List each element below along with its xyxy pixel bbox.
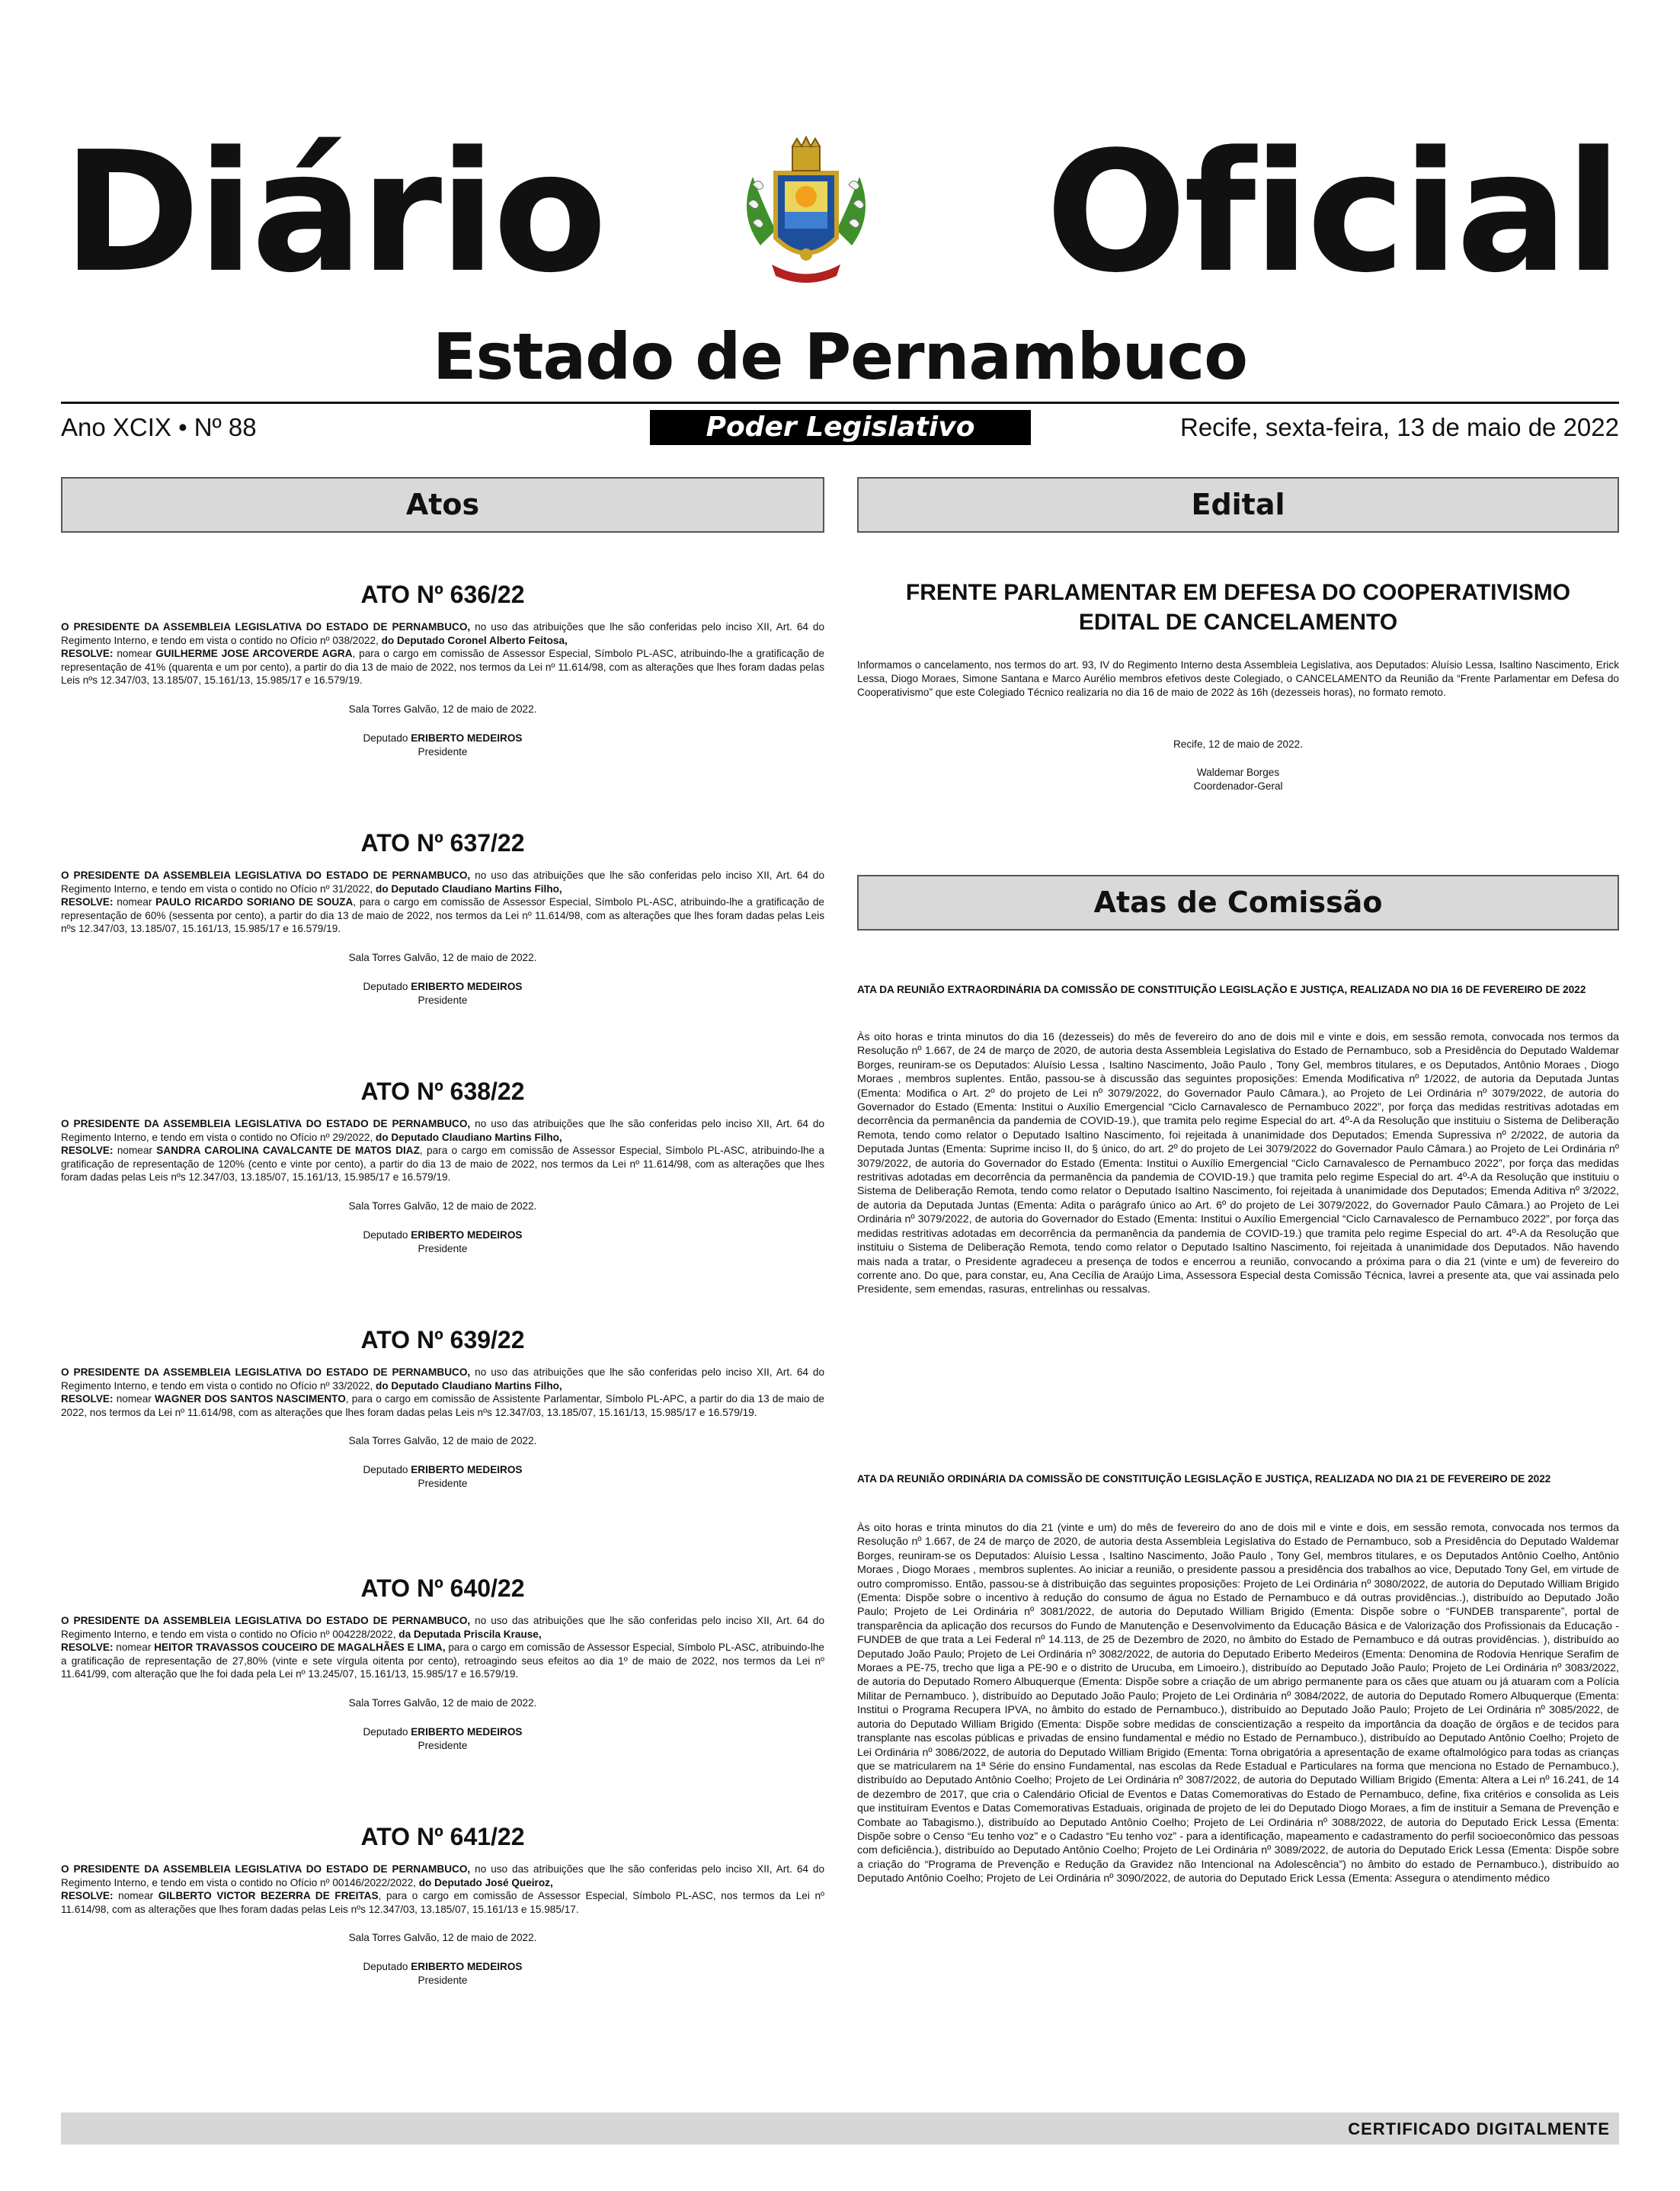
ato-deputy: da Deputada Priscila Krause [398,1628,539,1640]
edital-signature-role: Coordenador-Geral [1193,780,1283,792]
ato-text-part: no uso das atribuições que lhe são conferidas pelo inciso XII, Art. 64 do Regimento Interno, e tendo em vista o contido no Ofício nº 31/2022, [61,870,824,895]
ato-deputy: do Deputado Claudiano Martins Filho, [376,1379,562,1392]
ato-signature-role: Presidente [418,994,468,1006]
ato-title: ATO Nº 641/22 [360,1823,525,1850]
ato-text-part: no uso das atribuições que lhe são conferidas pelo inciso XII, Art. 64 do Regimento Interno, e tendo em vista o contido no Ofício nº 038/2022, [61,621,824,646]
ato-title: ATO Nº 638/22 [360,1078,525,1105]
ato-signature-name: ERIBERTO MEDEIROS [411,1464,523,1475]
ata-body: Às oito horas e trinta minutos do dia 21 (vinte e um) do mês de fevereiro do ano de dois mil e vinte e dois, em sessão remota, convocada nos termos da Resolução nº 1.667, de 24 de março de 2020, de autoria desta Assembleia Legislativa do Estado de Pernambuco, sob a Presidência do Deputado Waldemar Borges, reuniram-se os Deputados: Aluísio Lessa , Isaltino Nascimento, João Paulo , Tony Gel, membros titulares, e os Deputados Antônio Coelho, Antônio Moraes , Diogo Moraes , membros suplentes. Ao iniciar a reunião, o presidente passou a presidência dos trabalhos ao vice, Deputado Tony Gel, em virtude de outro compromisso. Então, passou-se à distribuição das seguintes proposições: Projeto de Lei Ordinária nº 3080/2022, de autoria do Deputado William Brigido (Ementa: Dispõe sobre o incentivo à redução do consumo de água no Estado de Pernambuco e dá outras providências..), distribuído ao Deputado João Paulo; Projeto de Lei Ordinária nº 3081/2022, de autoria do Deputado William Brigido (Ementa: Dispõe sobre o “FUNDEB transparente”, portal de transparência da aplicação dos recursos do Fundo de Manutenção e Desenvolvimento da Educação Básica e de Valorização dos Profissionais da Educação - FUNDEB de que trata a Lei Federal nº 14.113, de 25 de Dezembro de 2020, no âmbito do Estado de Pernambuco e dá outras providências. ), distribuído ao Deputado João Paulo; Projeto de Lei Ordinária nº 3082/2022, de autoria do Deputado Eriberto Medeiros (Ementa: Denomina de Rodovia Henrique Serafim de Moraes a PE-75, trecho que liga a PE-90 e o distrito de Urucuba, em Limoeiro.), distribuído ao Deputado João Paulo; Projeto de Lei Ordinária nº 3083/2022, de autoria do Deputado Romero Albuquerque (Ementa: Dispõe sobre a criação de um abrigo permanente para os cães que atuam ou já atuaram com a Polícia Militar de Pernambuco. ), distribuído ao Deputado João Paulo; Projeto de Lei Ordinária nº 3084/2022, de autoria do Deputado Romero Albuquerque (Ementa: Institui o Programa Recupera IPVA, no âmbito do estado de Pernambuco.), distribuído ao Deputado João Paulo; Projeto de Lei Ordinária nº 3085/2022, de autoria do Deputado William Brigido (Ementa: Dispõe sobre medidas de conscientização a respeito da importância da doação de órgãos e de tecidos para transplante nas escolas públicas e privadas de ensino fundamental e médio no Estado de Pernambuco.), distribuído ao Deputado Antônio Coelho; Projeto de Lei Ordinária nº 3086/2022, de autoria do Deputado William Brigido (Ementa: Torna obrigatória a apresentação de exame oftalmológico para todas as crianças que se matricularem na 1ª Série do ensino Fundamental, nas escolas da Rede Estadual e Particulares na forma que menciona no Estado de Pernambuco.), distribuído ao Deputado Antônio Coelho; Projeto de Lei Ordinária nº 3087/2022, de autoria do Deputado William Brigido (Ementa: Altera a Lei nº 16.241, de 14 de dezembro de 2017, que cria o Calendário Oficial de Eventos e Datas Comemorativas do Estado de Pernambuco, define, fixa critérios e consolida as Leis que instituíram Eventos e Datas Comemorativas Estaduais, originada de projeto de lei do Deputado Diogo Moraes, a fim de instituir a Semana de Prevenção e Combate ao Tabagismo.), distribuído ao Deputado Antônio Coelho; Projeto de Lei Ordinária nº 3088/2022, de autoria do Deputado Erick Lessa (Ementa: Dispõe sobre o Censo “Eu tenho voz” e o Cadastro “Eu tenho voz” - para a identificação, mapeamento e cadastramento do perfil socioeconômico das pessoas com deficiência.), distribuído ao Deputado Antônio Coelho; Projeto de Lei Ordinária nº 3089/2022, de autoria do Deputado Erick Lessa (Ementa: Dispõe sobre a criação do “Programa de Prevenção e Redução da Gravidez não Intencional na Adolescência”) no âmbito do estado de Pernambuco.), distribuído ao Deputado Antônio Coelho; Projeto de Lei Ordinária nº 3090/2022, de autoria do Deputado Erick Lessa (Ementa: Assegura o atendimento médico [857,1522,1619,1885]
ato-lead: O PRESIDENTE DA ASSEMBLEIA LEGISLATIVA DO ESTADO DE PERNAMBUCO, [61,1615,471,1626]
ato-text-part: para o cargo em comissão de Assessor Especial, Símbolo PL-ASC, atribuindo-lhe a gratificação de representação de 27,80% (vinte e sete vírgula oitenta por cento), retroagindo seus efeitos ao dia 1º de maio de 2022, nos termos da Lei nº 11.641/99, com alteração que lhe foi dada pela Lei nº 13.245/07, 15.161/13, 15.985/17 e 16.579/19. [61,1642,824,1680]
ato-text-part: , para o cargo em comissão de Assessor Especial, Símbolo PL-ASC, nos termos da Lei nº 11.614/98, com as alterações que lhes foram dadas pelas Leis nºs 12.347/03, 13.185/07, 15.161/13 e 15.985/17. [61,1890,824,1915]
ato-deputy: do Deputado José Queiroz, [418,1876,553,1888]
edition-number: Ano XCIX • Nº 88 [61,413,257,441]
ato-signature-role: Presidente [418,1242,468,1254]
ato-text-part: no uso das atribuições que lhe são conferidas pelo inciso XII, Art. 64 do Regimento Interno, e tendo em vista o contido no Ofício nº 29/2022, [61,1118,824,1143]
edital-title [857,578,1619,637]
ato-text-part: nomear [113,648,156,659]
ato-place-date: Sala Torres Galvão, 12 de maio de 2022. [348,1435,537,1446]
ato-signature-prefix: Deputado [363,1228,411,1241]
ato-resolve: RESOLVE: [61,648,114,659]
ato-entry [61,579,824,828]
masthead-info-bar [61,409,1619,446]
ato-lead: O PRESIDENTE DA ASSEMBLEIA LEGISLATIVA DO ESTADO DE PERNAMBUCO, [61,870,471,881]
branch-label: Poder Legislativo [650,410,1031,445]
ato-resolve: RESOLVE: [61,1393,114,1405]
ato-text-part: no uso das atribuições que lhe são conferidas pelo inciso XII, Art. 64 do Regimento Interno, e tendo em vista o contido no Ofício nº 00146/2022/2022, [61,1863,824,1888]
ato-signature-prefix: Deputado [363,1725,411,1738]
ato-nominee: GUILHERME JOSE ARCOVERDE AGRA [155,648,353,659]
ato-deputy: do Deputado Claudiano Martins Filho, [376,882,562,895]
ato-text-part: no uso das atribuições que lhe são conferidas pelo inciso XII, Art. 64 do Regimento Interno, e tendo em vista o contido no Ofício nº 004228/2022, [61,1615,824,1640]
masthead-subtitle: Estado de Pernambuco [432,319,1248,394]
ato-text-part: , para o cargo em comissão de Assistente Parlamentar, Símbolo PL-APC, a partir do dia 13 de maio de 2022, nos termos da Lei nº 11.614/98, com as alterações que lhes foram dadas pelas Leis nºs 12.347/03, 13.185/07, 15.161/13, 15.985/17 e 16.579/19. [61,1393,824,1418]
masthead [61,117,1619,328]
ato-signature-role: Presidente [418,745,468,758]
ato-signature-prefix: Deputado [363,1961,411,1972]
ato-lead: O PRESIDENTE DA ASSEMBLEIA LEGISLATIVA DO ESTADO DE PERNAMBUCO, [61,621,471,633]
ato-signature [61,1463,824,1491]
ato-text [61,1614,824,1681]
ato-entry [61,1573,824,1821]
ato-signature-name: ERIBERTO MEDEIROS [411,980,523,992]
ato-signature-prefix: Deputado [363,980,411,992]
edital-signature-name: Waldemar Borges [1196,767,1280,778]
ato-nominee: PAULO RICARDO SORIANO DE SOUZA [155,896,354,908]
ato-resolve: , RESOLVE: [61,1628,542,1653]
ato-signature-prefix: Deputado [363,1464,411,1475]
edital-place-date: Recife, 12 de maio de 2022. [1173,738,1304,750]
ato-title: ATO Nº 636/22 [360,581,525,608]
edital-title-line1: FRENTE PARLAMENTAR EM DEFESA DO COOPERATIVISMO [905,580,1571,605]
ata-body: Às oito horas e trinta minutos do dia 16 (dezesseis) do mês de fevereiro do ano de dois mil e vinte e dois, em sessão remota, convocada nos termos da Resolução nº 1.667, de 24 de março de 2020, de autoria desta Assembleia Legislativa do Estado de Pernambuco, sob a Presidência do Deputado Waldemar Borges, reuniram-se os Deputados: Aluísio Lessa , Isaltino Nascimento, João Paulo , Tony Gel, membros titulares, e os Deputados, Antônio Moraes , Diogo Moraes , membros suplentes. Então, passou-se à discussão das seguintes proposições: Emenda Modificativa nº 1/2022, de autoria da Deputada Juntas (Ementa: Modifica o Art. 2º do projeto de Lei nº 3079/2022, do Governador Paulo Câmara.), ao Projeto de Lei Ordinária nº 3079/2022, de autoria do Governador do Estado (Ementa: Institui o Auxílio Emergencial “Ciclo Carnavalesco de Pernambuco 2022”, por força das medidas restritivas adotadas em decorrência da permanência da pandemia de COVID-19.), que tramita pelo regime Especial do art. 4º-A da Resolução que instituiu o Sistema de Deliberação Remota, tendo como relator o Deputado Isaltino Nascimento, foi rejeitada à unanimidade dos Deputados; Emenda Supressiva nº 2/2022, de autoria da Deputada Juntas (Ementa: Suprime inciso II, do § único, do art. 2º do projeto de Lei 3079/2022 do Governador Paulo Câmara.) ao Projeto de Lei Ordinária nº 3079/2022, de autoria do Governador do Estado (Ementa: Institui o Auxílio Emergencial “Ciclo Carnavalesco de Pernambuco 2022”, por força das medidas restritivas adotadas em decorrência da permanência da pandemia de COVID-19.) que tramita pelo regime Especial do art. 4º-A da Resolução que instituiu o Sistema de Deliberação Remota, tendo como relator o Deputado Isaltino Nascimento, foi rejeitada à unanimidade dos Deputados; Emenda Aditiva nº 3/2022, de autoria da Deputada Juntas (Ementa: Adita o parágrafo único ao Art. 6º do projeto de Lei 3079/2022, do Governador Paulo Câmara.) ao Projeto de Lei Ordinária nº 3079/2022, de autoria do Governador do Estado (Ementa: Institui o Auxílio Emergencial “Ciclo Carnavalesco de Pernambuco 2022”, por força das medidas restritivas adotadas em decorrência da permanência da pandemia de COVID-19.) que tramita pelo regime Especial do art. 4º-A da Resolução que instituiu o Sistema de Deliberação Remota, tendo como relator o Deputado Isaltino Nascimento, foi rejeitada à unanimidade dos Deputados. Não havendo mais nada a tratar, o Presidente agradeceu a presença de todos e encerrou a reunião, convocando a próxima para o dia 21 (vinte e um) de fevereiro do corrente ano. Do que, para constar, eu, Ana Cecília de Araújo Lima, Assessora Especial desta Comissão Técnica, lavrei a presente ata, que vai assinada pelo Presidente, sem emendas, rasuras, entrelinhas ou ressalvas. [857,1031,1619,1296]
ato-resolve: RESOLVE: [61,896,114,908]
ato-text-part: nomear [113,1145,157,1156]
section-header-atas-comissao: Atas de Comissão [857,875,1619,931]
ato-lead: O PRESIDENTE DA ASSEMBLEIA LEGISLATIVA DO ESTADO DE PERNAMBUCO, [61,1863,471,1875]
ato-text-part: , para o cargo em comissão de Assessor Especial, Símbolo PL-ASC, atribuindo-lhe a gratificação de representação de 41% (quarenta e um por cento), a partir do dia 13 de maio de 2022, nos termos da Lei nº 11.614/98, com as alterações que lhes foram dadas pelas Leis nºs 12.347/03, 13.185/07, 15.161/13, 15.985/17 e 16.579/19. [61,648,824,686]
ato-text [61,1117,824,1184]
ato-signature [61,1228,824,1256]
ato-signature [61,1725,824,1753]
section-header-atos: Atos [61,477,824,533]
ato-place-date: Sala Torres Galvão, 12 de maio de 2022. [348,951,537,963]
ato-resolve: RESOLVE: [61,1890,114,1901]
ato-entry [61,828,824,1076]
ato-place-date: Sala Torres Galvão, 12 de maio de 2022. [348,1696,537,1709]
ato-deputy: do Deputado Claudiano Martins Filho, [376,1131,562,1143]
ato-text-part: no uso das atribuições que lhe são conferidas pelo inciso XII, Art. 64 do Regimento Interno, e tendo em vista o contido no Ofício nº 33/2022, [61,1366,824,1392]
masthead-divider [61,402,1619,404]
edital-signature [857,766,1619,793]
masthead-title-right: Oficial [1045,117,1619,309]
ato-place-date: Sala Torres Galvão, 12 de maio de 2022. [348,1200,537,1212]
ato-text-part: nomear [113,1393,155,1405]
ato-resolve: RESOLVE: [61,1145,114,1156]
ato-signature-name: ERIBERTO MEDEIROS [411,1725,523,1738]
ato-signature-role: Presidente [418,1975,468,1986]
dateline: Recife, sexta-feira, 13 de maio de 2022 [1179,413,1619,441]
ato-text [61,1863,824,1916]
ato-signature-role: Presidente [418,1478,468,1489]
atos-column [61,579,824,2070]
ato-signature [61,980,824,1007]
ato-signature-role: Presidente [418,1739,468,1751]
ato-signature-name: ERIBERTO MEDEIROS [411,732,523,744]
ato-signature-prefix: Deputado [363,732,411,744]
ato-text-part: nomear [113,1642,155,1653]
ato-text-part: nomear [113,896,156,908]
ato-place-date: Sala Torres Galvão, 12 de maio de 2022. [348,703,537,715]
ato-lead: O PRESIDENTE DA ASSEMBLEIA LEGISLATIVA DO ESTADO DE PERNAMBUCO, [61,1118,471,1129]
ato-nominee: GILBERTO VICTOR BEZERRA DE FREITAS [158,1890,379,1901]
ato-text [61,869,824,936]
ato-text-part: , para o cargo em comissão de Assessor Especial, Símbolo PL-ASC, atribuindo-lhe a gratificação de representação de 120% (cento e vinte por cento), a partir do dia 13 de maio de 2022, nos termos da Lei nº 11.614/98, com as alterações que lhes foram dadas pelas Leis nºs 12.347/03, 13.185/07, 15.161/13, 15.985/17 e 16.579/19. [61,1145,824,1183]
footer-bar [61,2113,1619,2145]
ato-deputy: do Deputado Coronel Alberto Feitosa, [381,634,568,646]
ato-entry [61,1821,824,2070]
section-header-edital: Edital [857,477,1619,533]
ato-entry [61,1076,824,1325]
pernambuco-coat-of-arms-icon [730,131,882,291]
ato-title: ATO Nº 637/22 [360,829,525,857]
ato-text [61,620,824,687]
ato-place-date: Sala Torres Galvão, 12 de maio de 2022. [348,1932,537,1943]
ato-nominee: WAGNER DOS SANTOS NASCIMENTO [155,1393,346,1405]
ato-signature-name: ERIBERTO MEDEIROS [411,1228,523,1241]
ato-nominee: HEITOR TRAVASSOS COUCEIRO DE MAGALHÃES E LIMA, [154,1642,446,1653]
ato-title: ATO Nº 640/22 [360,1574,525,1602]
ato-text [61,1366,824,1419]
ata-title: ATA DA REUNIÃO ORDINÁRIA DA COMISSÃO DE CONSTITUIÇÃO LEGISLAÇÃO E JUSTIÇA, REALIZADA NO DIA 21 DE FEVEREIRO DE 2022 [857,1473,1551,1485]
ato-signature-name: ERIBERTO MEDEIROS [411,1961,523,1972]
ato-text-part: , para o cargo em comissão de Assessor Especial, Símbolo PL-ASC, atribuindo-lhe a gratificação de representação de 60% (sessenta por cento), a partir do dia 13 de maio de 2022, nos termos da Lei nº 11.614/98, com as alterações que lhes foram dadas pelas Leis nºs 12.347/03, 13.185/07, 15.161/13, 15.985/17 e 16.579/19. [61,896,824,934]
ata-title: ATA DA REUNIÃO EXTRAORDINÁRIA DA COMISSÃO DE CONSTITUIÇÃO LEGISLAÇÃO E JUSTIÇA, REALIZADA NO DIA 16 DE FEVEREIRO DE 2022 [857,984,1586,995]
ato-text-part: nomear [113,1890,158,1901]
edital-body: Informamos o cancelamento, nos termos do art. 93, IV do Regimento Interno desta Assembleia Legislativa, aos Deputados: Aluísio Lessa, Isaltino Nascimento, Erick Lessa, Diogo Moraes, Simone Santana e Marco Aurélio membros efetivos deste Colegiado, o CANCELAMENTO da Reunião da “Frente Parlamentar em Defesa do Cooperativismo” que este Colegiado Técnico realizaria no dia 16 de maio de 2022 às 16h (dezesseis horas), no formato remoto. [857,659,1619,698]
edital-title-line2: EDITAL DE CANCELAMENTO [1078,610,1398,635]
ato-title: ATO Nº 639/22 [360,1326,525,1353]
ato-entry [61,1325,824,1573]
ato-nominee: SANDRA CAROLINA CAVALCANTE DE MATOS DIAZ [156,1145,420,1156]
ato-lead: O PRESIDENTE DA ASSEMBLEIA LEGISLATIVA DO ESTADO DE PERNAMBUCO, [61,1366,471,1378]
digital-certification-label: CERTIFICADO DIGITALMENTE [1348,2119,1610,2138]
ato-signature [61,1960,824,1988]
masthead-title-left: Diário [62,117,604,309]
ato-signature [61,732,824,759]
